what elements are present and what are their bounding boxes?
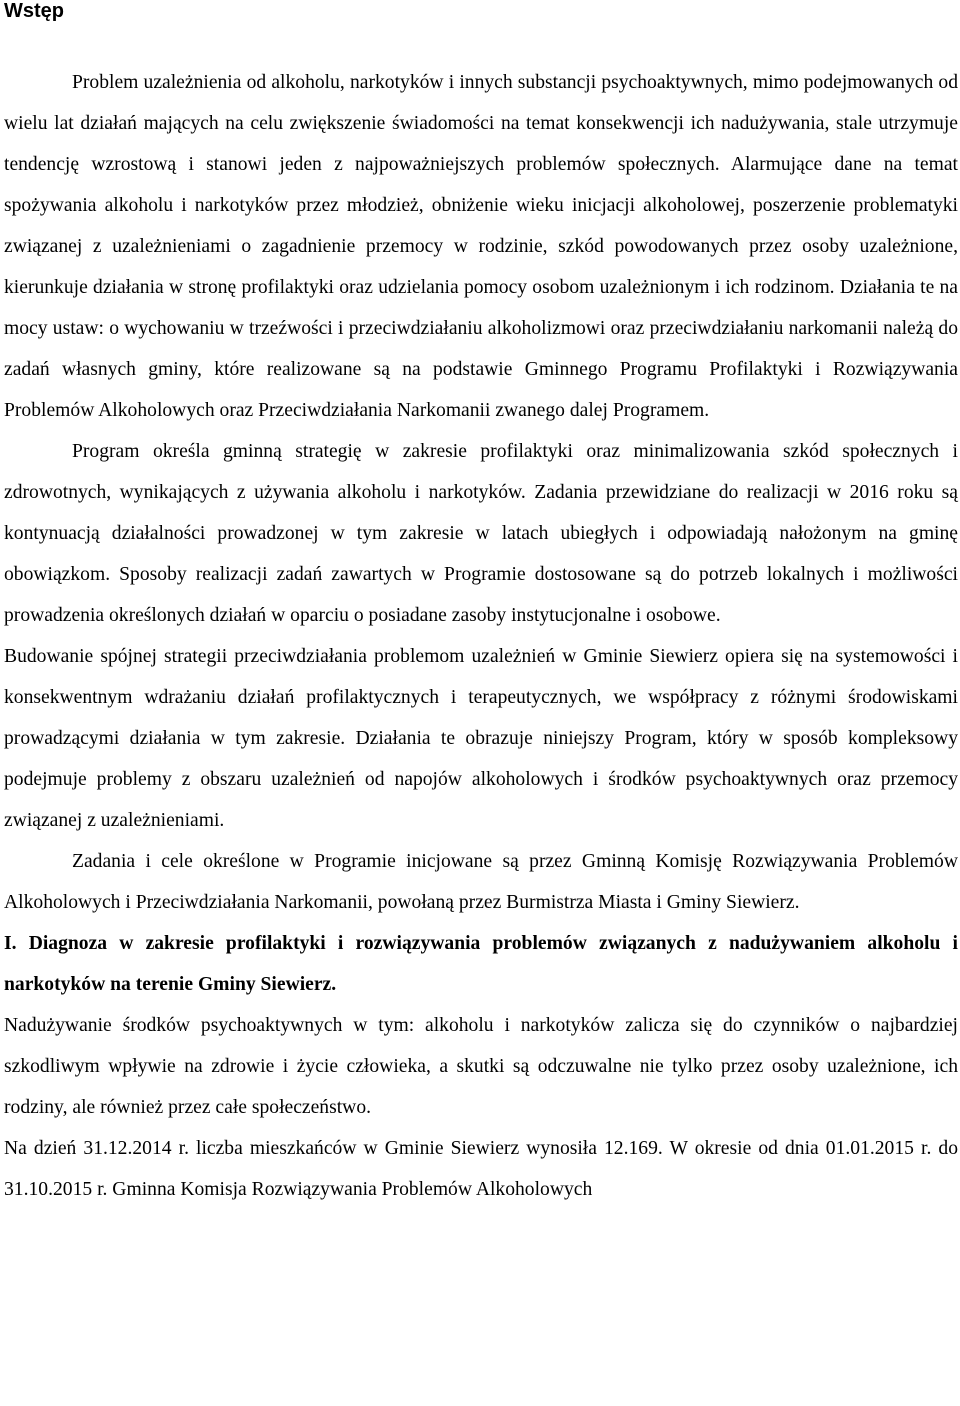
paragraph-program: Program określa gminną strategię w zakresie profilaktyki oraz minimalizowania szkód społecznych i zdrowotnych, wynikających z używania alkoholu i narkotyków. Zadania przewidziane do realizacji w 2016 roku są kontynuacją działalności prowadzonej w tym zakresie w latach ubiegłych i odpowiadają nałożonym na gminę obowiązkom. Sposoby realizacji zadań zawartych w Programie dostosowane są do potrzeb lokalnych i możliwości prowadzenia określonych działań w oparciu o posiadane zasoby instytucjonalne i osobowe. [4,441,958,626]
paragraph-diagnosis: Nadużywanie środków psychoaktywnych w tym: alkoholu i narkotyków zalicza się do czynników o najbardziej szkodliwym wpływie na zdrowie i życie człowieka, a skutki są odczuwalne nie tylko przez osoby uzależnione, ich rodziny, ale również przez całe społeczeństwo. [4,1015,958,1118]
section-heading: I. Diagnoza w zakresie profilaktyki i rozwiązywania problemów związanych z nadużywaniem alkoholu i narkotyków na terenie Gminy Siewierz. [4,933,958,995]
paragraph-strategy: Budowanie spójnej strategii przeciwdziałania problemom uzależnień w Gminie Siewierz opiera się na systemowości i konsekwentnym wdrażaniu działań profilaktycznych i terapeutycznych, we współpracy z różnymi środowiskami prowadzącymi działania w tym zakresie. Działania te obrazuje niniejszy Program, który w sposób kompleksowy podejmuje problemy z obszaru uzależnień od napojów alkoholowych i środków psychoaktywnych oraz przemocy związanej z uzależnieniami. [4,646,958,831]
document-page [4,0,958,1210]
paragraph-commission: Zadania i cele określone w Programie inicjowane są przez Gminną Komisję Rozwiązywania Problemów Alkoholowych i Przeciwdziałania Narkomanii, powołaną przez Burmistrza Miasta i Gminy Siewierz. [4,851,958,913]
paragraph-statistics: Na dzień 31.12.2014 r. liczba mieszkańców w Gminie Siewierz wynosiła 12.169. W okresie od dnia 01.01.2015 r. do 31.10.2015 r. Gminna Komisja Rozwiązywania Problemów Alkoholowych [4,1138,958,1200]
page-title: Wstęp [4,0,64,22]
paragraph-intro: Problem uzależnienia od alkoholu, narkotyków i innych substancji psychoaktywnych, mimo podejmowanych od wielu lat działań mających na celu zwiększenie świadomości na temat konsekwencji ich nadużywania, stale utrzymuje tendencję wzrostową i stanowi jeden z najpoważniejszych problemów społecznych. Alarmujące dane na temat spożywania alkoholu i narkotyków przez młodzież, obniżenie wieku inicjacji alkoholowej, poszerzenie problematyki związanej z uzależnieniami o zagadnienie przemocy w rodzinie, szkód powodowanych przez osoby uzależnione, kierunkuje działania w stronę profilaktyki oraz udzielania pomocy osobom uzależnionym i ich rodzinom. Działania te na mocy ustaw: o wychowaniu w trzeźwości i przeciwdziałaniu alkoholizmowi oraz przeciwdziałaniu narkomanii należą do zadań własnych gminy, które realizowane są na podstawie Gminnego Programu Profilaktyki i Rozwiązywania Problemów Alkoholowych oraz Przeciwdziałania Narkomanii zwanego dalej Programem. [4,72,958,421]
